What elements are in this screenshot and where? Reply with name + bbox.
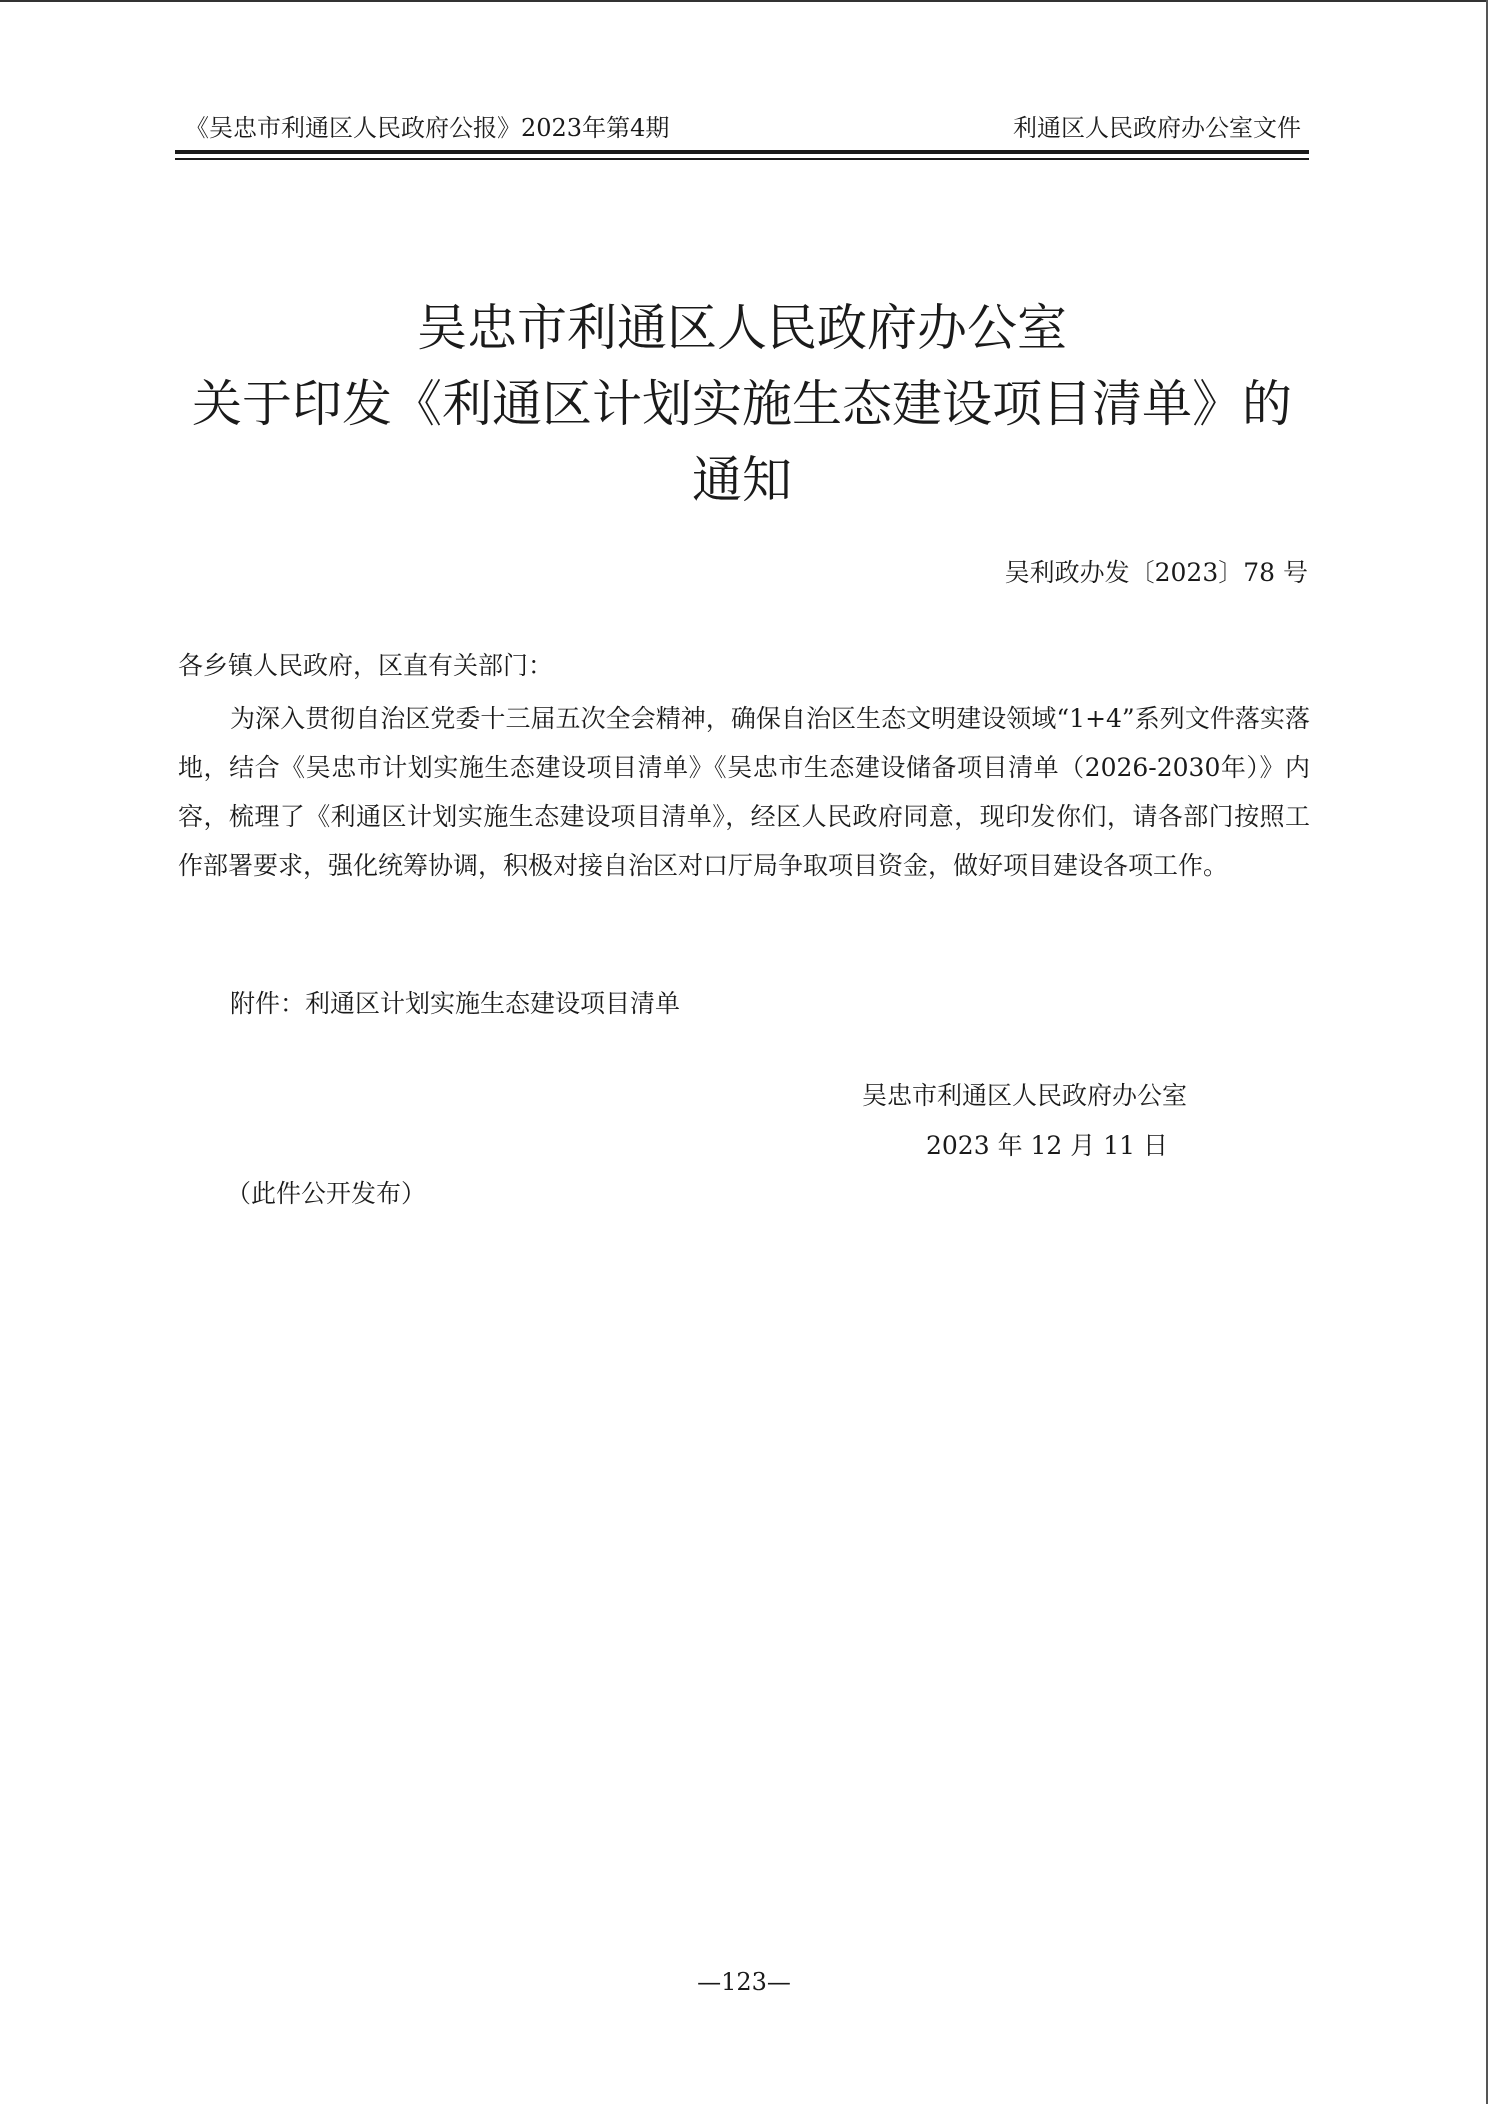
page-border-top xyxy=(0,0,1488,2)
document-number: 吴利政办发〔2023〕78 号 xyxy=(1004,558,1308,587)
page-number: —123— xyxy=(697,1968,791,1996)
running-header xyxy=(175,108,1309,148)
attachment-note: 附件：利通区计划实施生态建设项目清单 xyxy=(230,989,681,1018)
header-publication: 《吴忠市利通区人民政府公报》2023年第4期 xyxy=(185,114,670,142)
title-line-1: 吴忠市利通区人民政府办公室 xyxy=(417,299,1067,357)
document-title xyxy=(175,290,1309,518)
title-line-3: 通知 xyxy=(692,451,792,509)
signature-organization: 吴忠市利通区人民政府办公室 xyxy=(862,1081,1188,1110)
body-paragraph: 为深入贯彻自治区党委十三届五次全会精神，确保自治区生态文明建设领域“1+4”系列文件落实落地，结合《吴忠市计划实施生态建设项目清单》《吴忠市生态建设储备项目清单（2026-2030年）》内容，梳理了《利通区计划实施生态建设项目清单》，经区人民政府同意，现印发你们，请各部门按照工作部署要求，强化统筹协调，积极对接自治区对口厅局争取项目资金，做好项目建设各项工作。 xyxy=(178,704,1310,880)
header-rule-thin xyxy=(175,158,1309,160)
salutation: 各乡镇人民政府，区直有关部门： xyxy=(178,651,554,680)
header-rule-thick xyxy=(175,150,1309,154)
signature-date: 2023 年 12 月 11 日 xyxy=(926,1131,1168,1160)
publish-note: （此件公开发布） xyxy=(226,1179,427,1208)
header-issuer: 利通区人民政府办公室文件 xyxy=(1013,114,1301,142)
title-line-2: 关于印发《利通区计划实施生态建设项目清单》的 xyxy=(192,375,1292,433)
